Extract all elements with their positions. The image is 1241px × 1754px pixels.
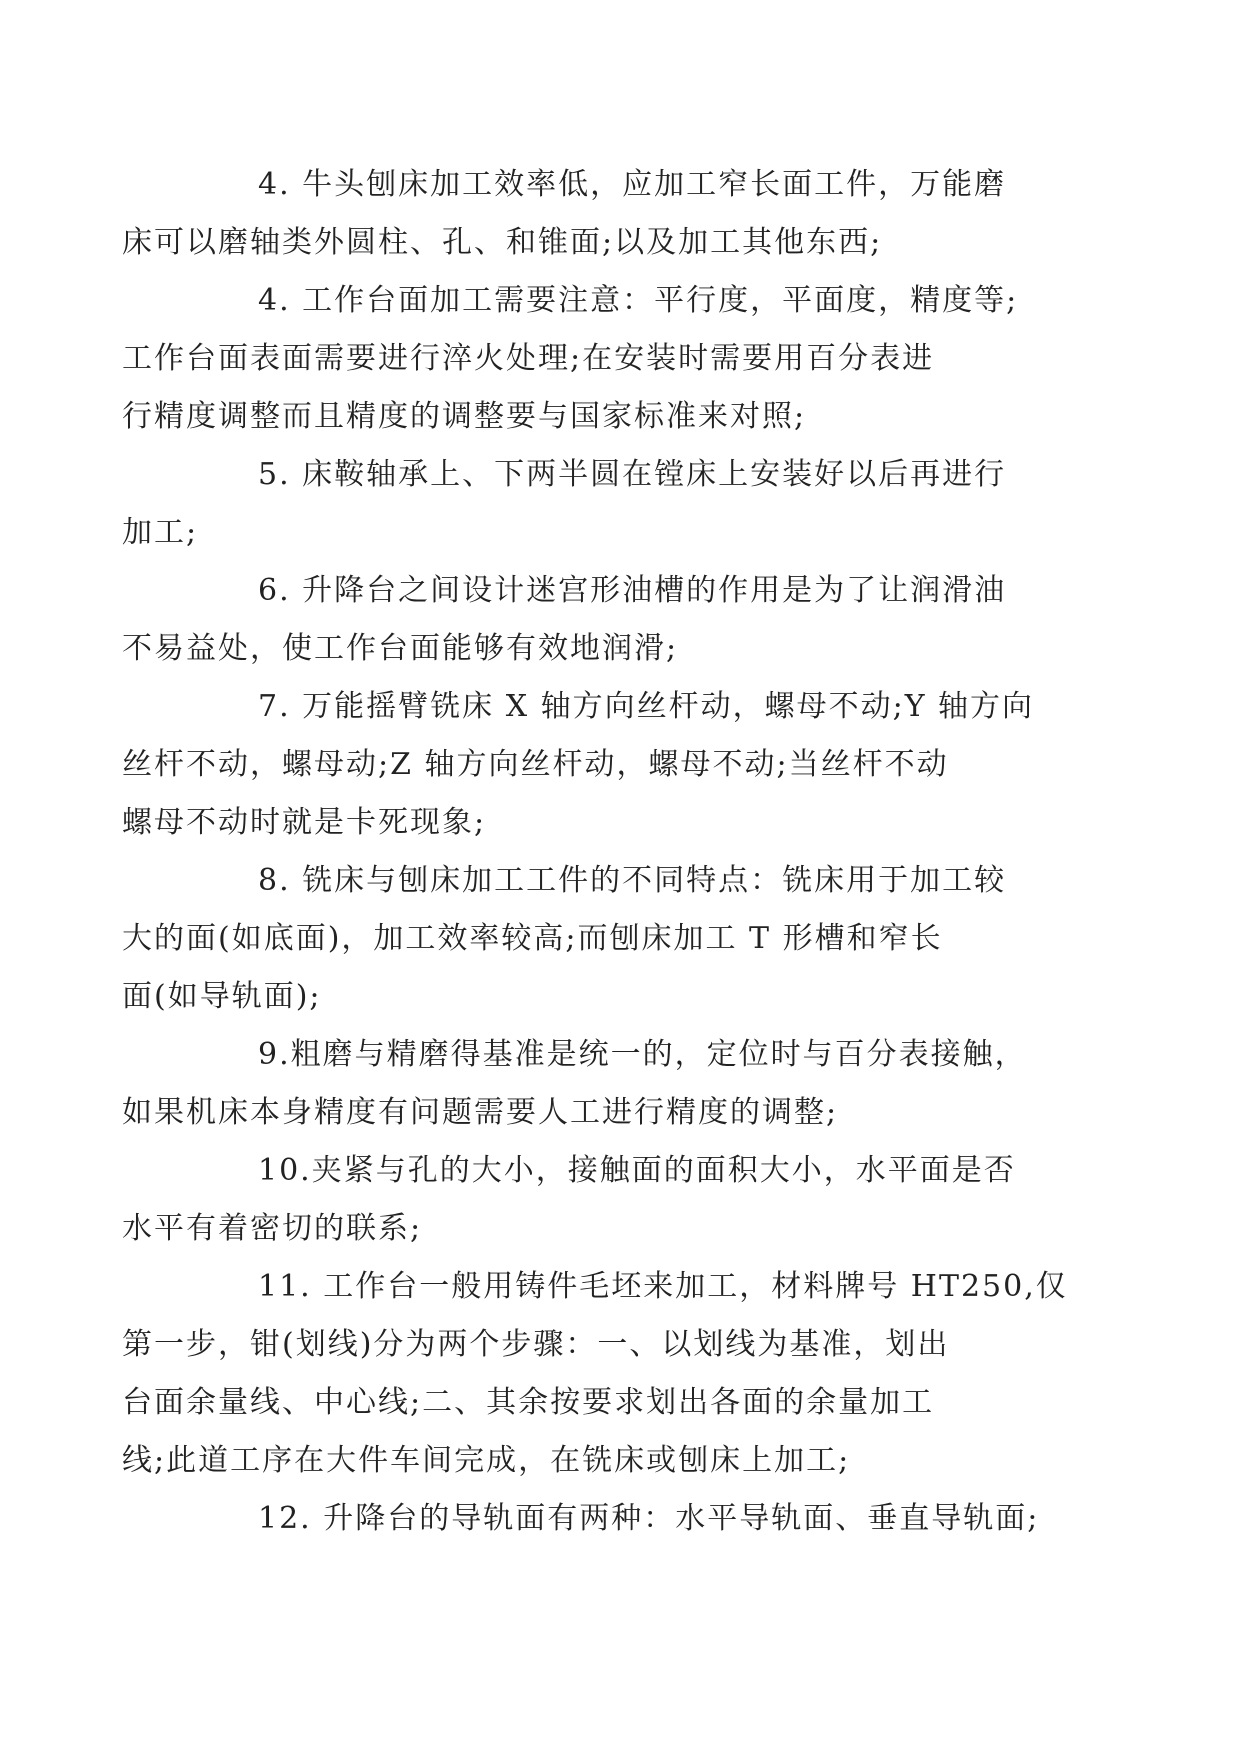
paragraph-item-11 (122, 1258, 1068, 1490)
text-line: 如果机床本身精度有问题需要人工进行精度的调整; (122, 1095, 839, 1130)
text-line: 8. 铣床与刨床加工工件的不同特点：铣床用于加工较 (258, 863, 1007, 898)
text-line: 不易益处，使工作台面能够有效地润滑; (122, 631, 679, 666)
text-line: 10.夹紧与孔的大小，接触面的面积大小，水平面是否 (258, 1153, 1016, 1188)
text-line: 第一步，钳(划线)分为两个步骤：一、以划线为基准，划出 (122, 1327, 950, 1362)
text-line: 9.粗磨与精磨得基准是统一的，定位时与百分表接触， (258, 1037, 1027, 1072)
text-line: 面(如导轨面); (122, 979, 322, 1014)
text-line: 12. 升降台的导轨面有两种：水平导轨面、垂直导轨面; (258, 1501, 1040, 1536)
text-line: 床可以磨轴类外圆柱、孔、和锥面;以及加工其他东西; (122, 225, 883, 260)
text-line: 工作台面表面需要进行淬火处理;在安装时需要用百分表进 (122, 341, 935, 376)
text-line: 台面余量线、中心线;二、其余按要求划出各面的余量加工 (122, 1385, 935, 1420)
text-line: 行精度调整而且精度的调整要与国家标准来对照; (122, 399, 807, 434)
text-line: 4. 牛头刨床加工效率低，应加工窄长面工件，万能磨 (258, 167, 1007, 202)
text-line: 丝杆不动，螺母动;Z 轴方向丝杆动，螺母不动;当丝杆不动 (122, 747, 949, 782)
text-line: 加工; (122, 515, 199, 550)
paragraph-item-4-worktable (122, 272, 1055, 446)
paragraph-item-8 (122, 852, 1055, 1026)
document-body (122, 156, 1068, 1548)
text-line: 6. 升降台之间设计迷宫形油槽的作用是为了让润滑油 (258, 573, 1007, 608)
paragraph-item-7 (122, 678, 1055, 852)
text-line: 水平有着密切的联系; (122, 1211, 423, 1246)
text-line: 线;此道工序在大件车间完成，在铣床或刨床上加工; (122, 1443, 851, 1478)
paragraph-item-6 (122, 562, 1055, 678)
text-line: 7. 万能摇臂铣床 X 轴方向丝杆动，螺母不动;Y 轴方向 (258, 689, 1035, 724)
text-line: 11. 工作台一般用铸件毛坯来加工，材料牌号 HT250,仅 (258, 1269, 1068, 1304)
text-line: 大的面(如底面)，加工效率较高;而刨床加工 T 形槽和窄长 (122, 921, 943, 956)
paragraph-item-4-planer (122, 156, 1055, 272)
text-line: 螺母不动时就是卡死现象; (122, 805, 487, 840)
paragraph-item-12 (190, 1490, 1055, 1548)
text-line: 4. 工作台面加工需要注意：平行度，平面度，精度等; (258, 283, 1019, 318)
paragraph-item-9 (122, 1026, 1055, 1142)
paragraph-item-10 (122, 1142, 1055, 1258)
paragraph-item-5 (122, 446, 1055, 562)
text-line: 5. 床鞍轴承上、下两半圆在镗床上安装好以后再进行 (258, 457, 1007, 492)
